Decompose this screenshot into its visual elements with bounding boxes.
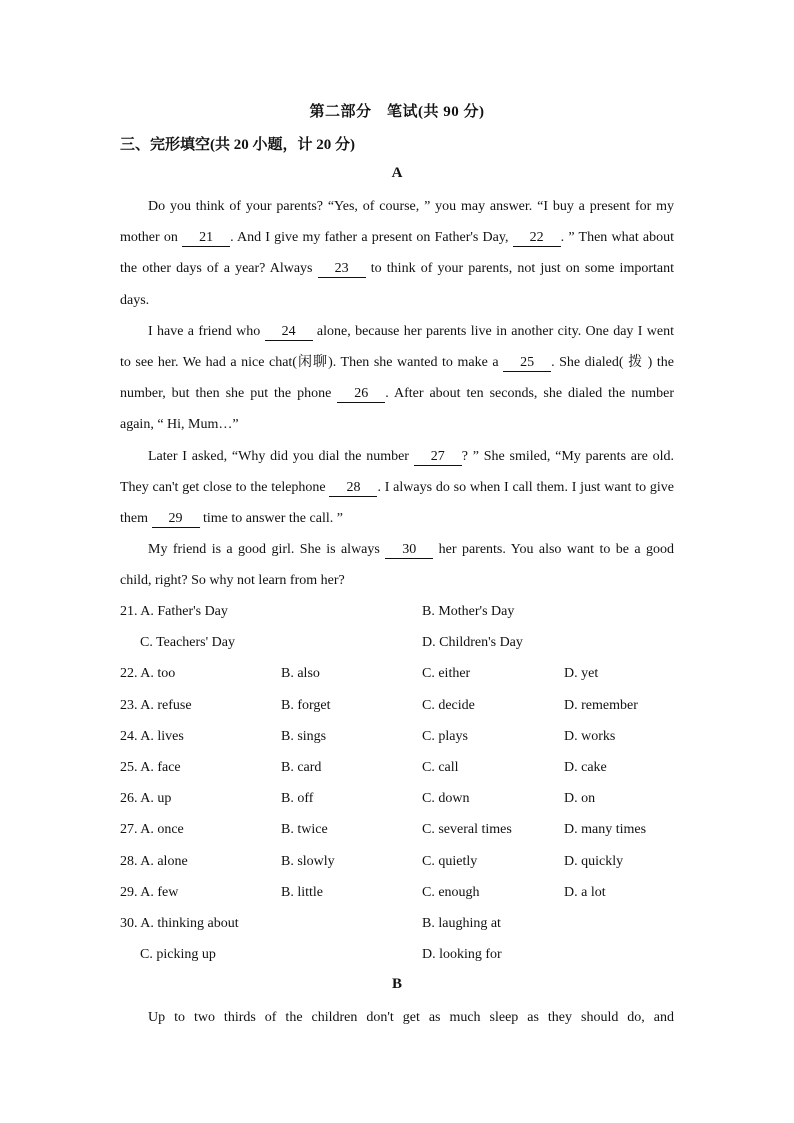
option-choice: 27. A. once [120, 822, 184, 838]
option-choice: B. twice [281, 822, 328, 838]
blank-number: 30 [385, 541, 433, 559]
option-choice: B. Mother's Day [422, 604, 515, 619]
passage-paragraph [120, 441, 674, 535]
option-choice: C. call [422, 759, 459, 775]
blank-number: 22 [513, 229, 561, 247]
option-row [120, 721, 674, 752]
option-row [120, 783, 674, 814]
blank-number: 23 [318, 260, 366, 278]
option-row [120, 877, 674, 908]
passage-paragraph [120, 191, 674, 316]
option-choice: B. slowly [281, 853, 335, 869]
option-choice: C. several times [422, 822, 512, 838]
blank-number: 29 [152, 510, 200, 528]
option-choice: C. Teachers' Day [140, 635, 235, 651]
passage-text: . I always do so when I call them. I just want to give them [120, 479, 674, 527]
option-choice: D. a lot [564, 884, 606, 900]
passage-b-first-line: Up to two thirds of the children don't get as much sleep as they should do, and [148, 1010, 674, 1025]
answer-options [120, 596, 674, 970]
option-choice: D. Children's Day [422, 635, 523, 651]
option-choice: D. looking for [422, 947, 502, 963]
section-title: 三、完形填空(共 20 小题，计 20 分) [120, 137, 355, 153]
passage-text: alone, because her parents live in another city. One day I went to see her. We had a nice chat(闲聊). Then she wanted to make a [120, 323, 674, 371]
passage-text: Do you think of your parents? “Yes, of course, ” you may answer. “I buy a present for my mother on [120, 199, 674, 246]
option-choice: C. down [422, 791, 470, 807]
passage-paragraph [120, 316, 674, 441]
blank-number: 24 [265, 323, 313, 341]
option-choice: 21. A. Father's Day [120, 604, 228, 619]
option-row [120, 814, 674, 845]
option-choice: D. works [564, 728, 616, 744]
option-choice: C. picking up [140, 947, 216, 963]
passage-text: . She dialed( 拨 ) the number, but then she put the phone [120, 355, 674, 402]
passage-paragraph [120, 534, 674, 596]
passage-a [120, 191, 674, 597]
option-choice: C. enough [422, 884, 480, 900]
option-row [120, 752, 674, 783]
option-row [120, 939, 674, 970]
option-choice: D. cake [564, 759, 607, 775]
option-choice: B. forget [281, 697, 331, 713]
part-title: 第二部分 笔试(共 90 分) [309, 104, 485, 120]
option-choice: 26. A. up [120, 791, 172, 807]
option-choice: C. either [422, 666, 471, 682]
option-row [120, 846, 674, 877]
passage-text: her parents. You also want to be a good child, right? So why not learn from her? [120, 542, 674, 589]
option-choice: D. many times [564, 822, 647, 838]
passage-text: . ” Then what about the other days of a year? Always [120, 230, 675, 277]
option-row [120, 627, 674, 658]
option-choice: 22. A. too [120, 666, 176, 682]
passage-text: My friend is a good girl. She is always [148, 542, 386, 558]
passage-text: . After about ten seconds, she dialed the number again, “ Hi, Mum…” [120, 386, 674, 433]
passage-b [120, 1002, 674, 1033]
option-choice: 28. A. alone [120, 853, 188, 869]
exam-page [120, 0, 674, 1123]
option-choice: C. plays [422, 728, 468, 744]
option-choice: B. sings [281, 728, 327, 744]
option-choice: B. laughing at [422, 915, 501, 931]
passage-text: I have a friend who [148, 323, 265, 339]
passage-text: to think of your parents, not just on some important days. [120, 261, 674, 308]
option-choice: 24. A. lives [120, 728, 184, 744]
blank-number: 26 [337, 385, 385, 403]
passage-b-letter: B [391, 976, 402, 992]
option-choice: 23. A. refuse [120, 697, 192, 713]
option-choice: C. decide [422, 697, 475, 713]
option-choice: 29. A. few [120, 884, 179, 900]
option-row [120, 596, 674, 627]
option-choice: B. little [281, 884, 323, 900]
option-choice: D. remember [564, 697, 638, 713]
option-choice: B. off [281, 791, 314, 807]
option-choice: C. quietly [422, 853, 478, 869]
passage-text: Later I asked, “Why did you dial the number [148, 448, 414, 464]
option-choice: 25. A. face [120, 759, 181, 775]
option-choice: B. card [281, 759, 322, 775]
option-choice: B. also [281, 666, 320, 682]
option-choice: D. quickly [564, 853, 624, 869]
option-row [120, 690, 674, 721]
passage-a-letter: A [391, 165, 403, 181]
option-choice: D. yet [564, 666, 599, 682]
passage-text: ? ” She smiled, “My parents are old. They can't get close to the telephone [120, 448, 675, 495]
passage-text: time to answer the call. ” [199, 511, 343, 527]
blank-number: 25 [503, 354, 551, 372]
passage-text: . And I give my father a present on Father's Day, [230, 230, 513, 246]
option-choice: D. on [564, 791, 596, 807]
blank-number: 21 [182, 229, 230, 247]
option-row [120, 908, 674, 939]
option-choice: 30. A. thinking about [120, 915, 239, 931]
blank-number: 27 [414, 448, 462, 466]
blank-number: 28 [329, 479, 377, 497]
option-row [120, 658, 674, 689]
